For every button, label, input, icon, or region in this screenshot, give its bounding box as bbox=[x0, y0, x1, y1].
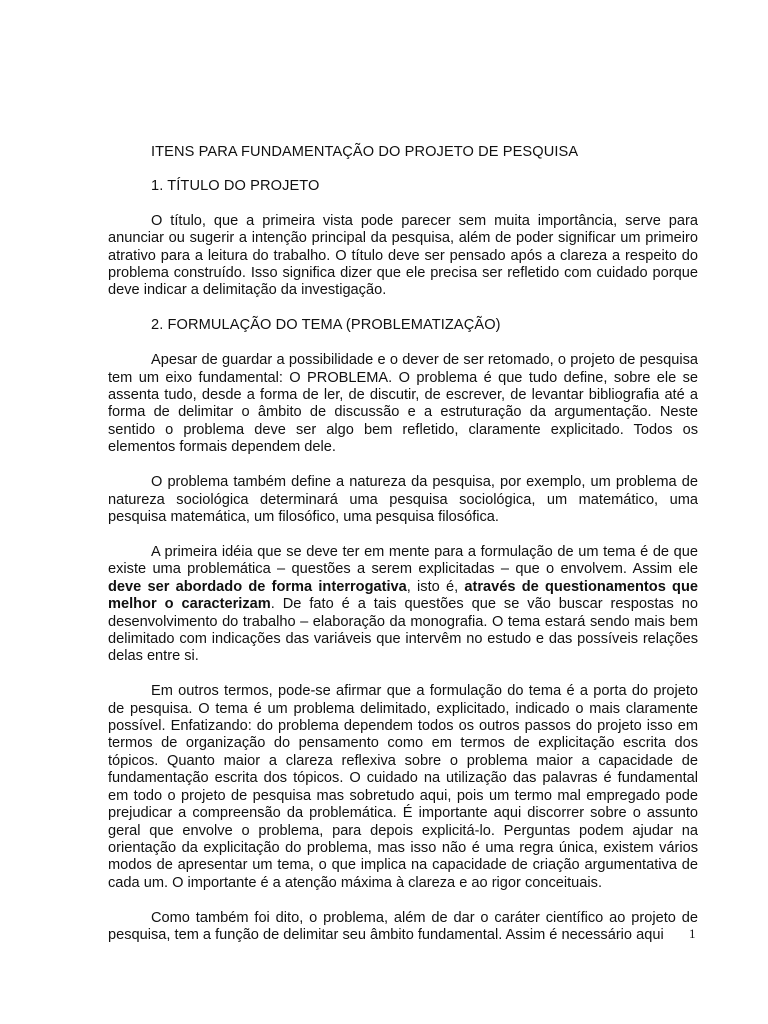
paragraph-natureza: O problema também define a natureza da pesquisa, por exemplo, um problema de natureza sociológica determinará uma pesquisa sociológica, um matemático, uma pesquisa matemática, um filosófico, uma pesquisa filosófica. bbox=[108, 474, 698, 525]
text-span: . De fato é a tais questões que se vão buscar respostas no desenvolvimento do trabalho – elaboração da monografia. O tema estará sendo mais bem delimitado com indicações das variáveis que intervêm no estudo e das possíveis relações delas entre si. bbox=[108, 596, 698, 665]
section-1-heading: 1. TÍTULO DO PROJETO bbox=[151, 178, 320, 195]
paragraph-como-tambem: Como também foi dito, o problema, além de dar o caráter científico ao projeto de pesquisa, tem a função de delimitar seu âmbito fundamental. Assim é necessário aqui bbox=[108, 909, 698, 944]
document-title: ITENS PARA FUNDAMENTAÇÃO DO PROJETO DE PESQUISA bbox=[151, 144, 579, 160]
bold-emphasis: através de questionamentos que melhor o caracterizam bbox=[108, 578, 698, 613]
text-span: A primeira idéia que se deve ter em mente para a formulação de um tema é de que existe uma problemática – questões a serem explicitadas – que o envolvem. Assim ele bbox=[108, 543, 698, 578]
paragraph-titulo: O título, que a primeira vista pode parecer sem muita importância, serve para anunciar ou sugerir a intenção principal da pesquisa, além de poder significar um primeiro atrativo para a leitura do trabalho. O título deve ser pensado após a clareza a respeito do problema construído. Isso significa dizer que ele precisa ser refletido com cuidado porque deve indicar a delimitação da investigação. bbox=[108, 212, 698, 299]
paragraph-primeira-ideia bbox=[108, 544, 698, 666]
page-number: 1 bbox=[689, 926, 696, 941]
paragraph-problema: Apesar de guardar a possibilidade e o dever de ser retomado, o projeto de pesquisa tem um eixo fundamental: O PROBLEMA. O problema é que tudo define, sobre ele se assenta tudo, desde a forma de ler, de discutir, de escrever, de levantar bibliografia até a forma de delimitar o âmbito de discussão e a estruturação da argumentação. Neste sentido o problema deve ser algo bem refletido, claramente explicitado. Todos os elementos formais dependem dele. bbox=[108, 352, 698, 456]
bold-emphasis: deve ser abordado de forma interrogativa bbox=[108, 578, 407, 595]
document-body bbox=[108, 144, 698, 944]
text-span: , isto é, bbox=[406, 578, 465, 595]
section-2-heading: 2. FORMULAÇÃO DO TEMA (PROBLEMATIZAÇÃO) bbox=[151, 317, 501, 334]
paragraph-outros-termos: Em outros termos, pode-se afirmar que a formulação do tema é a porta do projeto de pesquisa. O tema é um problema delimitado, explicitado, indicado o mais claramente possível. Enfatizando: do problema dependem todos os outros passos do projeto isso em termos de organização do pensamento como em termos de explicitação escrita dos tópicos. Quanto maior a clareza reflexiva sobre o problema maior a capacidade de fundamentação escrita dos tópicos. O cuidado na utilização das palavras é fundamental em todo o projeto de pesquisa mas sobretudo aqui, pois um termo mal empregado pode prejudicar a compreensão da problemática. É importante aqui discorrer sobre o assunto geral que envolve o problema, para depois explicitá-lo. Perguntas podem ajudar na orientação da explicitação do problema, mas isso não é uma regra única, existem vários modos de apresentar um tema, o que implica na capacidade de criação argumentativa de cada um. O importante é a atenção máxima à clareza e ao rigor conceituais. bbox=[108, 683, 698, 891]
